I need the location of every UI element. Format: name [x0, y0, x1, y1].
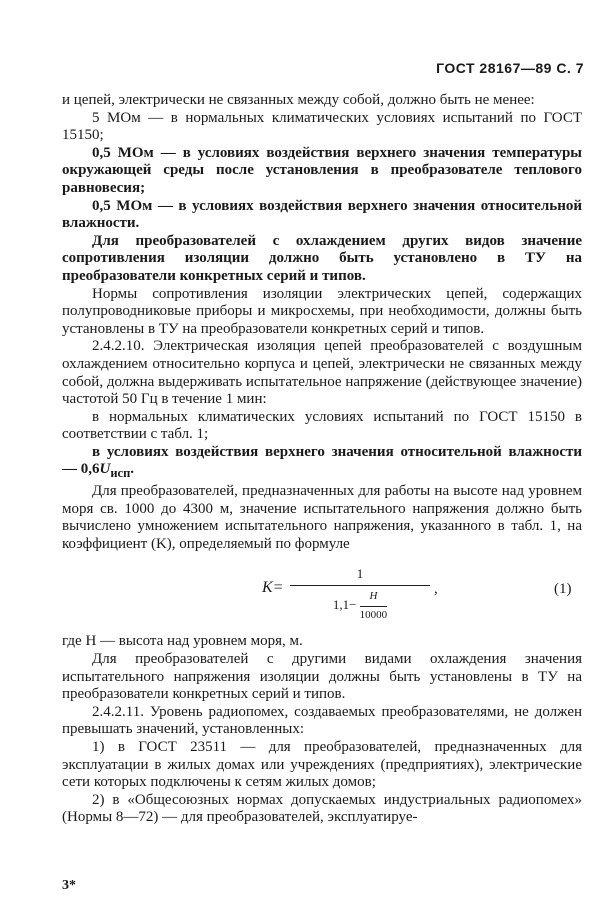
paragraph: и цепей, электрически не связанных между собой, должно быть не менее:: [62, 92, 535, 108]
formula-denominator: [290, 588, 430, 624]
paragraph: 0,5 МОм — в условиях воздействия верхнего значения относительной влажности.: [62, 197, 582, 232]
paragraph-text: в условиях воздействия верхнего значения относительной влажности — 0,6: [62, 443, 582, 478]
paragraph: 5 МОм — в нормальных климатических условиях испытаний по ГОСТ 15150;: [62, 109, 582, 144]
paragraph: Нормы сопротивления изоляции электрических цепей, содержащих полупроводниковые приборы и микросхемы, при необходимости, должны быть установлены в ТУ на преобразователи конкретных серий и типов.: [62, 285, 582, 337]
den-small-den: 10000: [360, 606, 388, 625]
paragraph: Для преобразователей с охлаждением других видов значение сопротивления изоляции должно быть установлено в ТУ на преобразователи конкретных серий и типов.: [62, 232, 582, 284]
paragraph: 2) в «Общесоюзных нормах допускаемых индустриальных радиопомех» (Нормы 8—72) — для преобразователей, эксплуатируе-: [62, 791, 582, 826]
formula-1: [62, 559, 582, 629]
paragraph: 2.4.2.10. Электрическая изоляция цепей преобразователей с воздушным охлаждением относительно корпуса и цепей, электрически не связанных между собой, должна выдерживать испытательное напряжение (действующее значение) частотой 50 Гц в течение 1 мин:: [62, 338, 582, 408]
paragraph: 1) в ГОСТ 23511 — для преобразователей, предназначенных для эксплуатации в жилых домах или учреждениях (предприятиях), электрические сети которых подключены к сетям жилых домов;: [62, 739, 582, 791]
formula-numerator: 1: [356, 566, 364, 582]
paragraph: в нормальных климатических условиях испытаний по ГОСТ 15150 в соответствии с табл. 1;: [62, 408, 582, 443]
formula-fraction: [290, 565, 430, 624]
paragraph-voltage: [62, 444, 582, 483]
paragraph: 2.4.2.11. Уровень радиопомех, создаваемых преобразователями, не должен превышать значений, установленных:: [62, 703, 582, 738]
paragraph: Для преобразователей, предназначенных для работы на высоте над уровнем моря св. 1000 до 4300 м, значение испытательного напряжения должно быть вычислено умножением испытательного напряжения, указанного в табл. 1, на коэффициент (K), определяемый по формуле: [62, 483, 582, 552]
paragraph: 0,5 МОм — в условиях воздействия верхнего значения температуры окружающей среды после установления в преобразователе теплового равновесия;: [62, 144, 582, 196]
fraction-bar: [290, 585, 430, 586]
voltage-subscript: исп: [110, 466, 131, 481]
formula-number: (1): [554, 581, 572, 598]
den-prefix: 1,1−: [332, 597, 357, 613]
formula-lhs: K=: [262, 579, 284, 597]
den-small-num: H: [369, 590, 378, 603]
page-signature-mark: 3*: [62, 878, 76, 893]
page-header: ГОСТ 28167—89 С. 7: [436, 60, 584, 76]
paragraph: где H — высота над уровнем моря, м.: [62, 633, 303, 650]
sentence-end: .: [130, 461, 135, 478]
document-body: [62, 92, 582, 827]
formula-comma: ,: [434, 581, 438, 598]
paragraph: Для преобразователей с другими видами охлаждения значения испытательного напряжения изоляции должны быть установлены в ТУ на преобразователи конкретных серий и типов.: [62, 651, 582, 703]
den-fraction: [360, 588, 388, 624]
voltage-symbol: U: [99, 461, 111, 478]
